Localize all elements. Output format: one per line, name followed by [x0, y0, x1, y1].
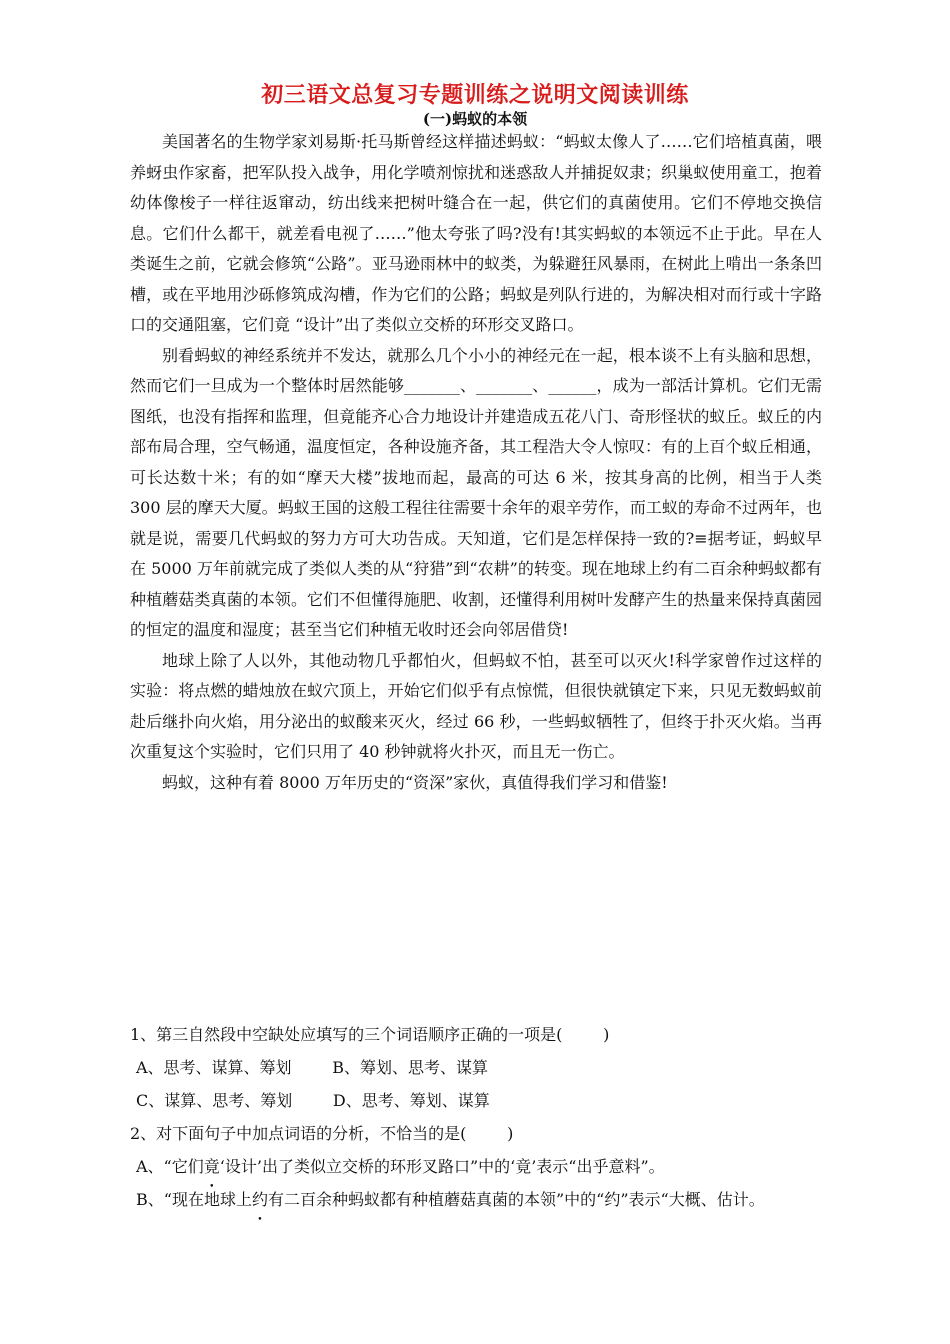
emphasis-dot-word: 约 [251, 1190, 268, 1209]
question-1: 1、第三自然段中空缺处应填写的三个词语顺序正确的一项是( ) [130, 1025, 610, 1044]
paragraph-2: 别看蚂蚁的神经系统并不发达，就那么几个小小的神经元在一起，根本谈不上有头脑和思想，然而它们一旦成为一个整体时居然能够_______、_______、______，成为一部活计算机。它们无需图纸，也没有指挥和监理，但竟能齐心合力地设计并建造成五花八门、奇形怪状的蚁丘。蚁丘的内部布局合理，空气畅通，温度恒定，各种设施齐备，其工程浩大令人惊叹：有的上百个蚁丘相通，可长达数十米；有的如“摩天大楼”拔地而起，最高的可达 6 米，按其身高的比例，相当于人类 300 层的摩天大厦。蚂蚁王国的这般工程往往需要十余年的艰辛劳作，而工蚁的寿命不过两年，也就是说，需要几代蚂蚁的努力方可大功告成。天知道，它们是怎样保持一致的?≡据考证，蚂蚁早在 5000 万年前就完成了类似人类的从“狩猎”到“农耕”的转变。现在地球上约有二百余种蚂蚁都有种植蘑菇类真菌的本领。它们不但懂得施肥、收割，还懂得利用树叶发酵产生的热量来保持真菌园的恒定的温度和湿度；甚至当它们种植无收时还会向邻居借贷! [130, 345, 822, 639]
option-b-text-start: B、“现在地球上 [136, 1190, 252, 1209]
section-subtitle: (一)蚂蚁的本领 [422, 110, 528, 128]
question-2: 2、对下面句子中加点词语的分析，不恰当的是( ) [130, 1124, 514, 1143]
option-a-text-end: ‘设计’出了类似立交桥的环形叉路口”中的‘竟’表示“出乎意料”。 [219, 1157, 665, 1176]
option-a-text-start: A、“它们 [136, 1157, 204, 1176]
paragraph-3: 地球上除了人以外，其他动物几乎都怕火，但蚂蚁不怕，甚至可以灭火!科学家曾作过这样的实验：将点燃的蜡烛放在蚁穴顶上，开始它们似乎有点惊慌，但很快就镇定下来，只见无数蚂蚁前赴后继扑向火焰，用分泌出的蚁酸来灭火，经过 66 秒，一些蚂蚁牺牲了，但终于扑灭火焰。当再次重复这个实验时，它们只用了 40 秒钟就将火扑灭，而且无一伤亡。 [130, 650, 822, 761]
question-1-options-cd: C、谋算、思考、筹划 D、思考、筹划、谋算 [136, 1091, 490, 1110]
paragraph-1: 美国著名的生物学家刘易斯·托马斯曾经这样描述蚂蚁：“蚂蚁太像人了……它们培植真菌，喂养蚜虫作家畜，把军队投入战争，用化学喷剂惊扰和迷惑敌人并捕捉奴隶；织巢蚁使用童工，抱着幼体像梭子一样往返窜动，纺出线来把树叶缝合在一起，供它们的真菌使用。它们不停地交换信息。它们什么都干，就差看电视了……”他太夸张了吗?没有!其实蚂蚁的本领远不止于此。早在人类诞生之前，它就会修筑“公路”。亚马逊雨林中的蚁类，为躲避狂风暴雨，在树此上啃出一条条凹槽，或在平地用沙砾修筑成沟槽，作为它们的公路；蚂蚁是列队行进的，为解决相对而行或十字路口的交通阻塞，它们竟 “设计”出了类似立交桥的环形交叉路口。 [130, 132, 822, 334]
question-1-options-ab: A、思考、谋算、筹划 B、筹划、思考、谋算 [136, 1058, 489, 1077]
paragraph-4: 蚂蚁，这种有着 8000 万年历史的“资深”家伙，真值得我们学习和借鉴! [162, 772, 668, 792]
question-2-option-a [130, 1150, 830, 1183]
question-2-option-b [130, 1183, 830, 1216]
question-section [130, 1018, 830, 1216]
emphasis-dot-word: 竟 [203, 1157, 220, 1176]
article-body [130, 127, 822, 798]
page-title: 初三语文总复习专题训练之说明文阅读训练 [261, 82, 689, 108]
option-b-text-end: 有二百余种蚂蚁都有种植蘑菇真菌的本领”中的“约”表示“大概、估计。 [267, 1190, 765, 1209]
